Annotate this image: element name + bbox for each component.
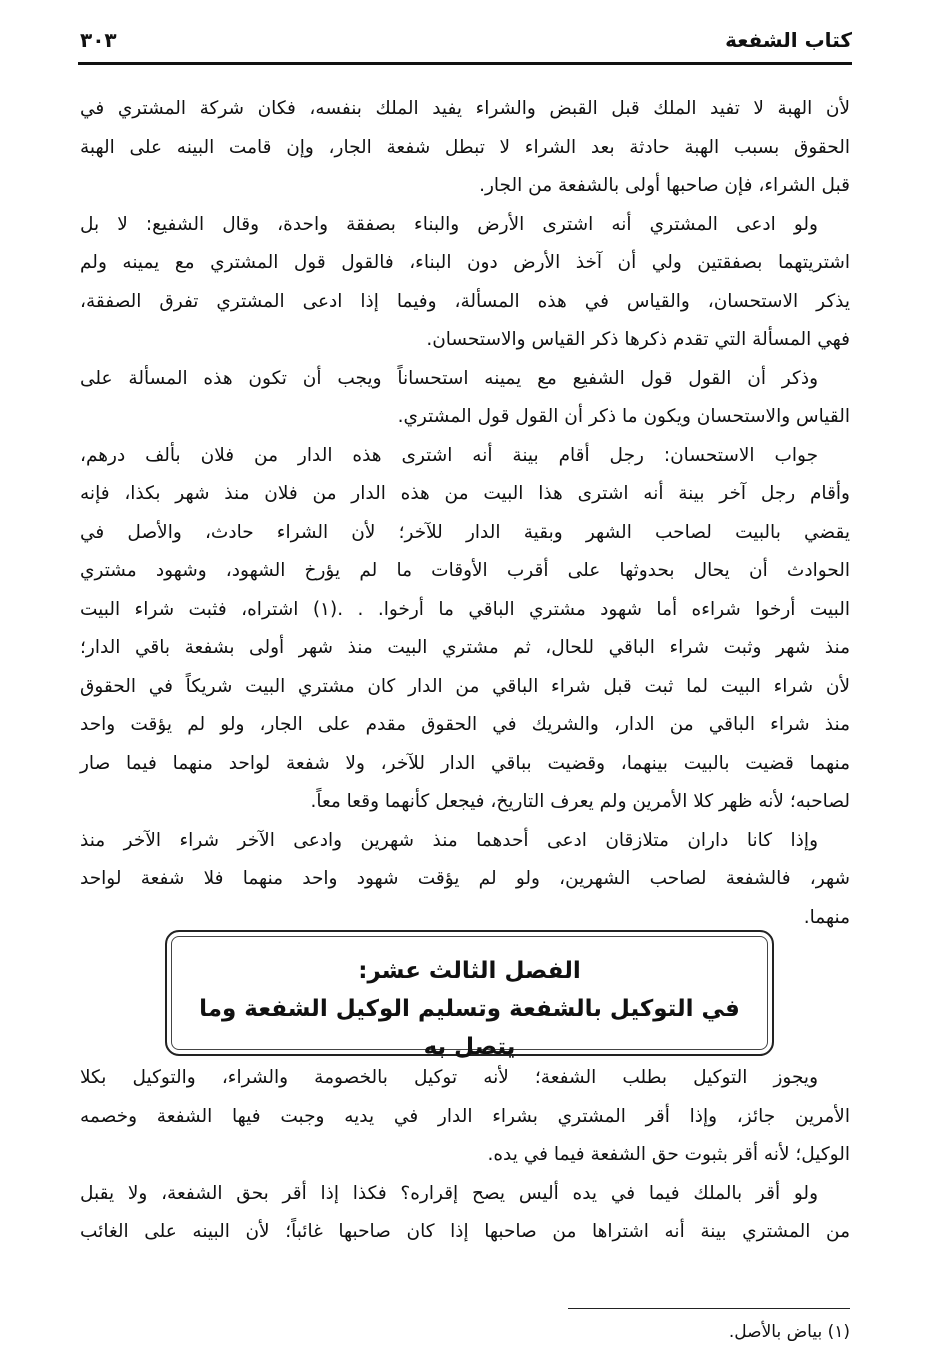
text-line: الحوادث أن يحال بحدوثها على أقرب الأوقات ما لم يؤرخ الشهود، وشهود مشتري [80, 560, 850, 581]
text-line: منهما قضيت بالبيت بينهما، وقضيت بباقي الدار للآخر، ولا شفعة لواحد منهما فيما صار [80, 752, 850, 774]
text-line: الأمرين جائز، وإذا أقر المشتري بشراء الدار في يديه وجبت فيها الشفعة وخصمه [80, 1105, 850, 1127]
text-line: ويجوز التوكيل بطلب الشفعة؛ لأنه توكيل بالخصومة والشراء، والتوكيل بكلا [80, 1067, 818, 1088]
text-line: لأن الهبة لا تفيد الملك قبل القبض والشراء يفيد الملك بنفسه، فكان شركة المشتري في [80, 98, 850, 119]
paragraph [80, 206, 850, 360]
header-rule [78, 62, 852, 65]
chapter-heading: الفصل الثالث عشر: [358, 958, 581, 984]
text-line: يذكر الاستحسان، والقياس في هذه المسألة، وفيما إذا ادعى المشتري تفرق الصفقة، [80, 290, 850, 312]
text-line: فهي المسألة التي تقدم ذكرها ذكر القياس والاستحسان. [426, 329, 850, 350]
page-number: ٣٠٣ [80, 28, 117, 52]
text-line: وأقام رجل آخر بينة أنه اشترى هذا البيت من هذه الدار من فلان منذ شهر بكذا، فإنه [80, 483, 850, 504]
text-line: منذ شهر وثبت شراء الباقي للحال، ثم مشتري البيت منذ شهر أولى بشفعة باقي الدار؛ [80, 637, 850, 658]
text-line: شهر، فالشفعة لصاحب الشهرين، ولو لم يؤقت شهود واحد منهما فلا شفعة لواحد [80, 868, 850, 889]
footnote-rule [568, 1308, 850, 1309]
text-line: اشتريتهما بصفقتين ولي أن آخذ الأرض دون البناء، فالقول قول المشتري مع يمينه ولم [80, 252, 850, 273]
chapter-subheading: في التوكيل بالشفعة وتسليم الوكيل الشفعة وما يتصل به [199, 996, 740, 1060]
text-line: البيت أرخوا شراءه أما شهود مشتري الباقي ما أرخوا. . .(١) اشتراه، فثبت شراء البيت [80, 598, 850, 620]
text-line: يقضي بالبيت لصاحب الشهر وبقية الدار للآخر؛ لأن الشراء حادث، والأصل في [80, 521, 850, 543]
text-line: منذ شراء الباقي من الدار، والشريك في الحقوق مقدم على الجار، ولو لم يؤقت واحد [80, 714, 850, 735]
paragraph [80, 822, 850, 938]
body-text-bottom [80, 1059, 850, 1252]
text-line: القياس والاستحسان ويكون ما ذكر أن القول قول المشتري. [397, 406, 850, 427]
paragraph [80, 360, 850, 437]
text-line: منهما. [803, 906, 850, 928]
paragraph [80, 437, 850, 822]
body-text-top [80, 90, 850, 937]
footnote: (١) بياض بالأصل. [728, 1322, 850, 1342]
chapter-heading-box [165, 930, 774, 1060]
text-line: ولو ادعى المشتري أنه اشترى الأرض والبناء بصفقة واحدة، وقال الشفيع: لا بل [80, 213, 818, 235]
paragraph [80, 1059, 850, 1175]
text-line: وذكر أن القول قول الشفيع مع يمينه استحساناً ويجب أن تكون هذه المسألة على [80, 367, 818, 389]
text-line: الوكيل؛ لأنه أقر بثبوت حق الشفعة فيما في يده. [487, 1144, 850, 1165]
text-line: من المشتري بينة أنه اشتراها من صاحبها إذا كان صاحبها غائباً؛ لأن البينه على الغائب [80, 1221, 850, 1242]
text-line: لأن شراء البيت لما ثبت قبل شراء الباقي من الدار كان مشتري البيت شريكاً في الحقوق [80, 675, 850, 697]
paragraph [80, 90, 850, 206]
paragraph [80, 1175, 850, 1252]
text-line: لصاحبه؛ لأنه ظهر كلا الأمرين ولم يعرف التاريخ، فيجعل كأنهما وقعا معاً. [310, 791, 850, 812]
text-line: ولو أقر بالملك فيما في يده أليس يصح إقراره؟ فكذا إذا أقر بحق الشفعة، ولا يقبل [80, 1182, 818, 1204]
running-header [80, 28, 852, 60]
text-line: جواب الاستحسان: رجل أقام بينة أنه اشترى هذه الدار من فلان بألف درهم، [80, 444, 818, 466]
book-title: كتاب الشفعة [725, 28, 852, 52]
text-line: الحقوق بسبب الهبة حادثة بعد الشراء لا تبطل شفعة الجار، وإن قامت البينه على الهبة [80, 136, 850, 158]
text-line: وإذا كانا داران متلازقان ادعى أحدهما منذ شهرين وادعى الآخر شراء الآخر منذ [80, 829, 818, 851]
text-line: قبل الشراء، فإن صاحبها أولى بالشفعة من الجار. [479, 175, 850, 196]
